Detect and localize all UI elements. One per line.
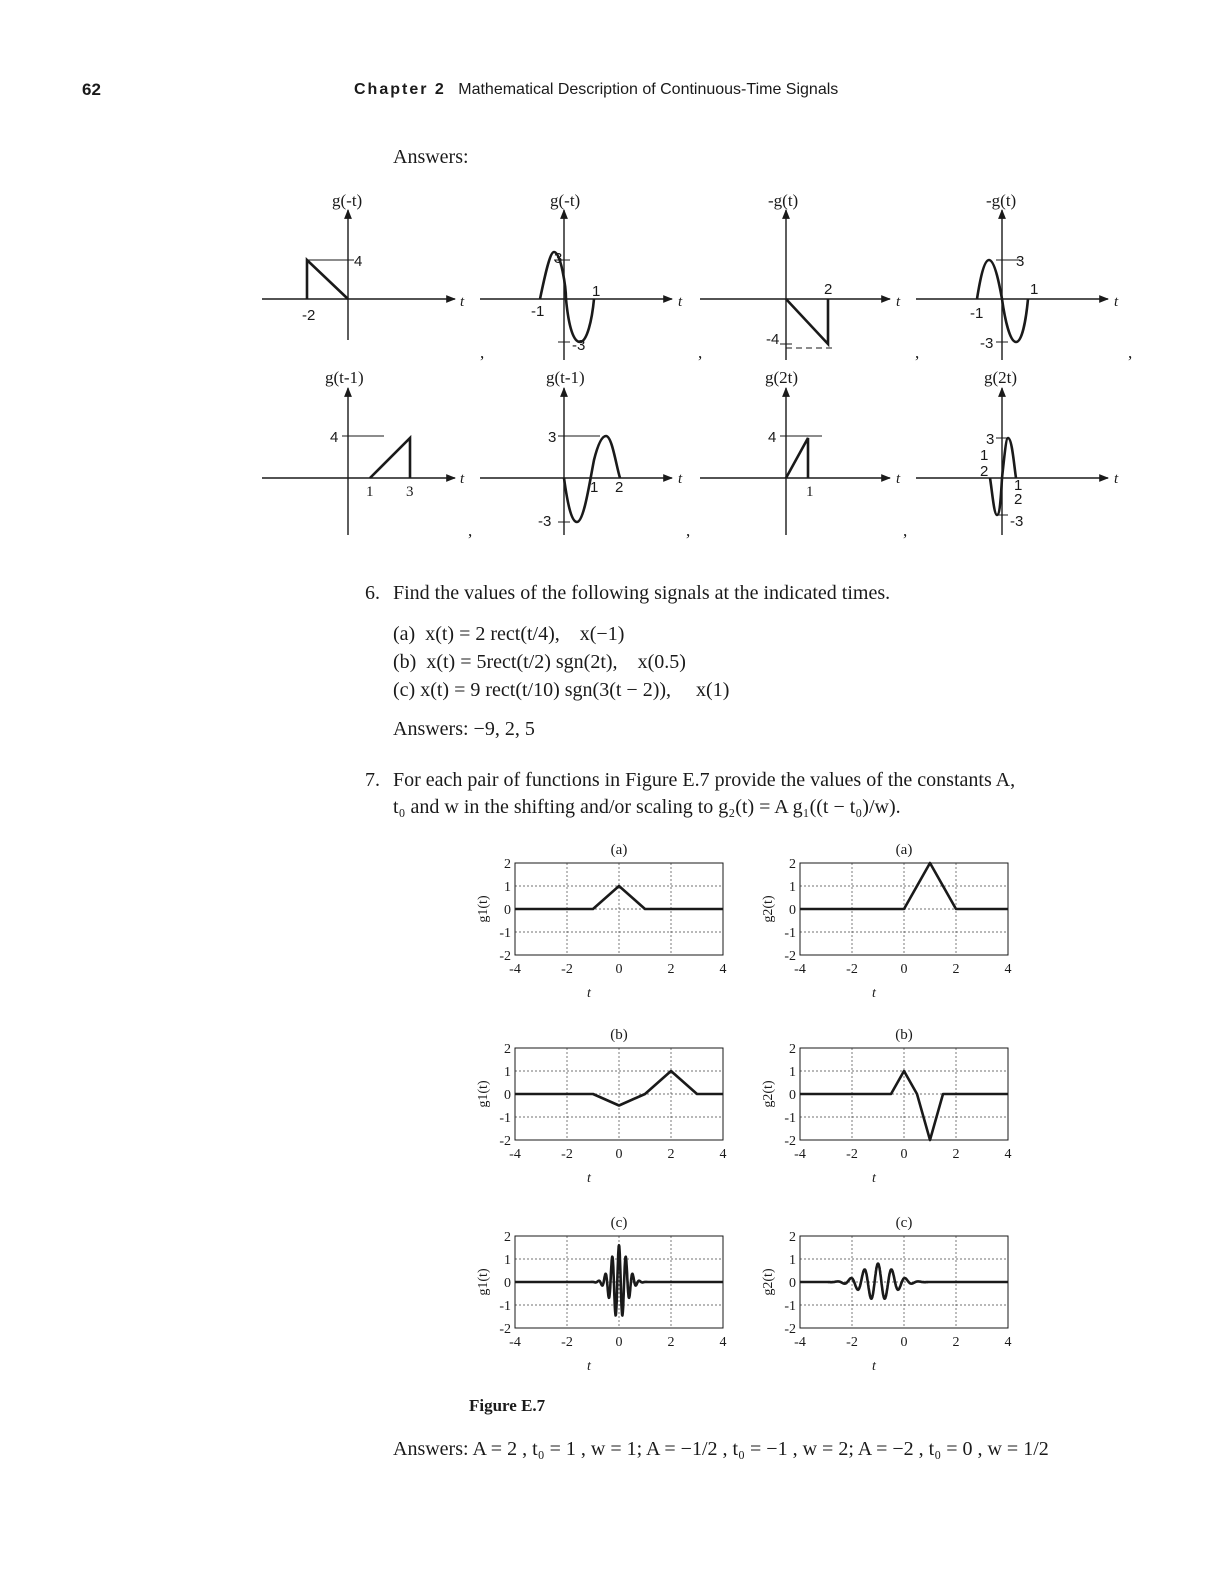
running-header bbox=[354, 81, 838, 99]
tick-label: -3 bbox=[572, 337, 586, 354]
y-axis-label: g2(t) bbox=[761, 1080, 776, 1108]
page-number: 62 bbox=[82, 80, 101, 99]
tick-label: 1 bbox=[806, 484, 814, 500]
y-tick-label: 0 bbox=[789, 1088, 796, 1103]
separator: , bbox=[903, 521, 908, 540]
y-tick-label: 2 bbox=[789, 1230, 796, 1245]
answers-intro: Answers: bbox=[393, 146, 469, 168]
x-tick-label: -2 bbox=[561, 1335, 573, 1350]
plot-panel bbox=[476, 1215, 727, 1374]
tick-label: 2 bbox=[615, 479, 624, 496]
x-tick-label: 4 bbox=[1004, 1335, 1012, 1350]
answer-graphs bbox=[250, 180, 1150, 550]
y-tick-label: 1 bbox=[504, 1253, 511, 1268]
problem7-number: 7. bbox=[365, 769, 380, 791]
tick-label: 2 bbox=[980, 463, 989, 480]
y-tick-label: -2 bbox=[499, 1134, 511, 1149]
separator: , bbox=[468, 521, 473, 540]
plot-panel bbox=[476, 842, 727, 1001]
curve-g-neg-t-1 bbox=[307, 260, 348, 299]
y-axis-label: g2(t) bbox=[761, 1268, 776, 1296]
y-tick-label: 1 bbox=[789, 1065, 796, 1080]
chapter-label: Chapter 2 bbox=[354, 81, 446, 98]
x-axis-label: t bbox=[587, 1359, 591, 1374]
graph-title: g(2t) bbox=[765, 368, 799, 387]
axis-label: t bbox=[896, 471, 901, 487]
problem6-number: 6. bbox=[365, 582, 380, 604]
x-tick-label: -4 bbox=[794, 1147, 806, 1162]
tick-label: 3 bbox=[986, 431, 995, 448]
x-tick-label: -4 bbox=[509, 962, 521, 977]
axis-label: t bbox=[460, 294, 465, 310]
tick-label: 4 bbox=[354, 253, 363, 270]
y-tick-label: -1 bbox=[499, 1299, 511, 1314]
axis-label: t bbox=[678, 471, 683, 487]
x-tick-label: 2 bbox=[952, 1147, 960, 1162]
y-tick-label: -1 bbox=[784, 1299, 796, 1314]
x-tick-label: 2 bbox=[667, 1147, 675, 1162]
graph-title: -g(t) bbox=[986, 191, 1017, 210]
y-tick-label: 0 bbox=[504, 903, 511, 918]
y-tick-label: 1 bbox=[504, 1065, 511, 1080]
tick-label: 1 bbox=[592, 283, 601, 300]
tick-label: -1 bbox=[531, 303, 545, 320]
x-axis-label: t bbox=[872, 1359, 876, 1374]
x-tick-label: 4 bbox=[1004, 962, 1012, 977]
y-tick-label: -2 bbox=[499, 1322, 511, 1337]
plot-panel bbox=[761, 842, 1012, 1001]
tick-label: -3 bbox=[980, 335, 994, 352]
y-tick-label: 0 bbox=[789, 1276, 796, 1291]
curve-g-2t-1 bbox=[786, 438, 808, 478]
x-tick-label: 4 bbox=[1004, 1147, 1012, 1162]
x-tick-label: 0 bbox=[900, 962, 908, 977]
x-tick-label: 0 bbox=[900, 1335, 908, 1350]
tick-label: -4 bbox=[766, 331, 780, 348]
plot-panel bbox=[476, 1027, 727, 1186]
x-tick-label: 4 bbox=[719, 1335, 727, 1350]
problem7-line1: For each pair of functions in Figure E.7 provide the values of the constants A, bbox=[393, 769, 1016, 791]
x-axis-label: t bbox=[587, 986, 591, 1001]
separator: , bbox=[686, 521, 691, 540]
graph-title: g(-t) bbox=[332, 191, 363, 210]
x-tick-label: 2 bbox=[952, 962, 960, 977]
y-tick-label: 1 bbox=[789, 880, 796, 895]
problem6-item-c: (c) x(t) = 9 rect(t/10) sgn(3(t − 2)), x(1) bbox=[393, 679, 730, 701]
y-tick-label: -2 bbox=[784, 1322, 796, 1337]
panel-title: (a) bbox=[895, 842, 913, 858]
curve-neg-g-1 bbox=[786, 299, 828, 344]
x-tick-label: -4 bbox=[509, 1147, 521, 1162]
y-axis-label: g1(t) bbox=[476, 1268, 491, 1296]
problem7-line2: t₀ and w in the shifting and/or scaling to g₂(t) = A g₁((t − t₀)/w). bbox=[393, 796, 901, 818]
tick-label: 3 bbox=[406, 484, 414, 500]
y-tick-label: -1 bbox=[499, 926, 511, 941]
tick-label: -1 bbox=[970, 305, 984, 322]
axis-label: t bbox=[1114, 294, 1119, 310]
y-tick-label: 2 bbox=[504, 857, 511, 872]
y-tick-label: -1 bbox=[499, 1111, 511, 1126]
panel-title: (c) bbox=[895, 1215, 913, 1231]
plot-panel bbox=[761, 1027, 1012, 1186]
y-tick-label: 1 bbox=[789, 1253, 796, 1268]
x-tick-label: 0 bbox=[615, 962, 623, 977]
x-axis-label: t bbox=[587, 1171, 591, 1186]
x-tick-label: -4 bbox=[509, 1335, 521, 1350]
tick-label: 1 bbox=[1014, 477, 1023, 494]
graph-title: g(t-1) bbox=[325, 368, 364, 387]
axis-label: t bbox=[460, 471, 465, 487]
panel-title: (c) bbox=[610, 1215, 628, 1231]
y-tick-label: 0 bbox=[504, 1088, 511, 1103]
axis-label: t bbox=[678, 294, 683, 310]
tick-label: 3 bbox=[548, 429, 557, 446]
y-tick-label: -1 bbox=[784, 1111, 796, 1126]
separator: , bbox=[915, 343, 920, 362]
x-tick-label: 0 bbox=[615, 1335, 623, 1350]
problem6-statement: Find the values of the following signals at the indicated times. bbox=[393, 582, 891, 604]
chapter-title: Mathematical Description of Continuous-Time Signals bbox=[458, 81, 839, 98]
x-tick-label: 4 bbox=[719, 1147, 727, 1162]
tick-label: -3 bbox=[1010, 513, 1024, 530]
graph-title: -g(t) bbox=[768, 191, 799, 210]
tick-label: 4 bbox=[330, 429, 339, 446]
problem6-item-a: (a) x(t) = 2 rect(t/4), x(−1) bbox=[393, 623, 625, 645]
y-tick-label: -2 bbox=[784, 949, 796, 964]
tick-label: 1 bbox=[980, 447, 989, 464]
y-tick-label: 0 bbox=[789, 903, 796, 918]
plot-panel bbox=[761, 1215, 1012, 1374]
y-tick-label: -2 bbox=[499, 949, 511, 964]
axis-label: t bbox=[1114, 471, 1119, 487]
x-tick-label: -2 bbox=[846, 962, 858, 977]
y-axis-label: g2(t) bbox=[761, 895, 776, 923]
problem7-answers: Answers: A = 2 , t₀ = 1 , w = 1; A = −1/2 , t₀ = −1 , w = 2; A = −2 , t₀ = 0 , w = 1/2 bbox=[393, 1438, 1049, 1460]
tick-label: 3 bbox=[1016, 253, 1025, 270]
tick-label: 1 bbox=[590, 479, 599, 496]
y-axis-label: g1(t) bbox=[476, 895, 491, 923]
tick-label: 3 bbox=[554, 250, 563, 267]
problem6-answers: Answers: −9, 2, 5 bbox=[393, 718, 535, 740]
separator: , bbox=[480, 343, 485, 362]
y-axis-label: g1(t) bbox=[476, 1080, 491, 1108]
separator: , bbox=[1128, 343, 1133, 362]
separator: , bbox=[698, 343, 703, 362]
x-axis-label: t bbox=[872, 1171, 876, 1186]
tick-label: 1 bbox=[1030, 281, 1039, 298]
x-tick-label: 0 bbox=[615, 1147, 623, 1162]
panel-title: (b) bbox=[895, 1027, 913, 1043]
x-tick-label: -2 bbox=[561, 962, 573, 977]
graph-title: g(t-1) bbox=[546, 368, 585, 387]
series-line bbox=[515, 886, 723, 909]
x-tick-label: -4 bbox=[794, 1335, 806, 1350]
y-tick-label: -2 bbox=[784, 1134, 796, 1149]
figure-e7 bbox=[460, 830, 1050, 1390]
axis-label: t bbox=[896, 294, 901, 310]
tick-label: 2 bbox=[824, 281, 833, 298]
figure-caption: Figure E.7 bbox=[469, 1396, 546, 1415]
y-tick-label: -1 bbox=[784, 926, 796, 941]
x-tick-label: 2 bbox=[667, 962, 675, 977]
y-tick-label: 0 bbox=[504, 1276, 511, 1291]
tick-label: 1 bbox=[366, 484, 374, 500]
tick-label: 2 bbox=[1014, 491, 1023, 508]
x-tick-label: -2 bbox=[846, 1335, 858, 1350]
tick-label: -3 bbox=[538, 513, 552, 530]
y-tick-label: 1 bbox=[504, 880, 511, 895]
y-tick-label: 2 bbox=[504, 1230, 511, 1245]
curve-g-2t-2 bbox=[990, 438, 1016, 515]
y-tick-label: 2 bbox=[789, 1042, 796, 1057]
y-tick-label: 2 bbox=[504, 1042, 511, 1057]
panel-title: (a) bbox=[610, 842, 628, 858]
x-axis-label: t bbox=[872, 986, 876, 1001]
curve-g-t-minus-1-1 bbox=[370, 438, 410, 478]
problem6-item-b: (b) x(t) = 5rect(t/2) sgn(2t), x(0.5) bbox=[393, 651, 686, 673]
x-tick-label: 2 bbox=[667, 1335, 675, 1350]
x-tick-label: -4 bbox=[794, 962, 806, 977]
y-tick-label: 2 bbox=[789, 857, 796, 872]
panel-title: (b) bbox=[610, 1027, 628, 1043]
tick-label: 4 bbox=[768, 429, 777, 446]
x-tick-label: 4 bbox=[719, 962, 727, 977]
x-tick-label: 2 bbox=[952, 1335, 960, 1350]
tick-label: -2 bbox=[302, 307, 316, 324]
graph-title: g(2t) bbox=[984, 368, 1018, 387]
x-tick-label: -2 bbox=[846, 1147, 858, 1162]
graph-title: g(-t) bbox=[550, 191, 581, 210]
x-tick-label: -2 bbox=[561, 1147, 573, 1162]
x-tick-label: 0 bbox=[900, 1147, 908, 1162]
curve-g-neg-t-2 bbox=[540, 252, 594, 342]
